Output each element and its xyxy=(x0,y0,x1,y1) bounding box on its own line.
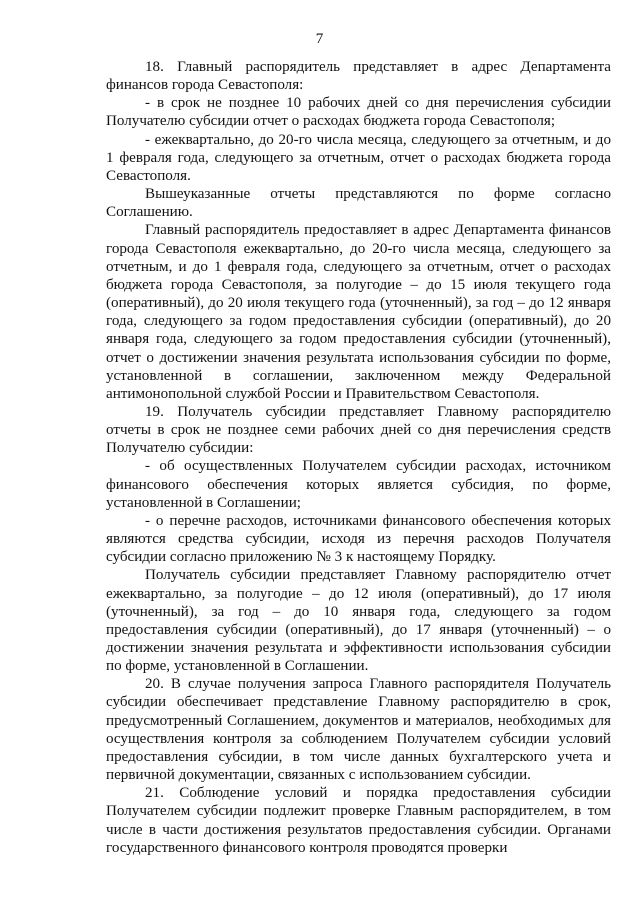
paragraph-21: 21. Соблюдение условий и порядка предоставления субсидии Получателем субсидии подлежит проверке Главным распорядителем, в том числе в части достижения результатов предоставления субсидии. Органами государственного финансового контроля проводятся проверки xyxy=(106,785,611,856)
paragraph-item: - об осуществленных Получателем субсидии расходах, источником финансового обеспечения которых является субсидия, по форме, установленной в Соглашении; xyxy=(106,458,611,511)
paragraph-19: 19. Получатель субсидии представляет Главному распорядителю отчеты в срок не позднее семи рабочих дней со дня перечисления средств Получателю субсидии: xyxy=(106,403,611,457)
paragraph-20: 20. В случае получения запроса Главного распорядителя Получатель субсидии обеспечивает представление Главному распорядителю в срок, предусмотренный Соглашением, документов и материалов, необходимых для осуществления контроля за соблюдением Получателем субсидии условий предоставления субсидии, в том числе данных бухгалтерского учета и первичной документации, связанных с использованием субсидии. xyxy=(106,676,611,784)
paragraph: Главный распорядитель предоставляет в адрес Департамента финансов города Севастополя ежеквартально, до 20-го числа месяца, следующего за отчетным, и до 1 февраля года, следующего за отчетным, отчет о расходах бюджета города Севастополя, за полугодие – до 15 июля текущего года (оперативный), до 20 июля текущего года (уточненный), за год – до 12 января года, следующего за годом предоставления субсидии (оперативный), до 20 января года, следующего за годом предоставления субсидии (уточненный), отчет о достижении значения результата использования субсидии по форме, установленной в соглашении, заключенном между Федеральной антимонопольной службой России и Правительством Севастополя. xyxy=(106,222,611,402)
paragraph: Вышеуказанные отчеты представляются по форме согласно Соглашению. xyxy=(106,186,611,221)
paragraph-item: - в срок не позднее 10 рабочих дней со дня перечисления субсидии Получателю субсидии отчет о расходах бюджета города Севастополя; xyxy=(106,95,611,130)
page-number: 7 xyxy=(315,31,324,47)
paragraph-18: 18. Главный распорядитель представляет в адрес Департамента финансов города Севастополя: xyxy=(106,59,611,94)
paragraph-item: - о перечне расходов, источниками финансового обеспечения которых являются средства субсидии, исходя из перечня расходов Получателя субсидии согласно приложению № 3 к настоящему Порядку. xyxy=(106,512,611,566)
body-text xyxy=(106,58,611,857)
paragraph-item: - ежеквартально, до 20-го числа месяца, следующего за отчетным, и до 1 февраля года, следующего за отчетным, отчет о расходах бюджета города Севастополя. xyxy=(106,131,611,184)
paragraph: Получатель субсидии представляет Главному распорядителю отчет ежеквартально, за полугодие – до 12 июля (оперативный), до 17 июля (уточненный), за год – до 10 января года, следующего за годом предоставления субсидии (оперативный), до 17 января (уточненный) – о достижении значения результата и эффективности использования субсидии по форме, установленной в Соглашении. xyxy=(106,567,611,675)
